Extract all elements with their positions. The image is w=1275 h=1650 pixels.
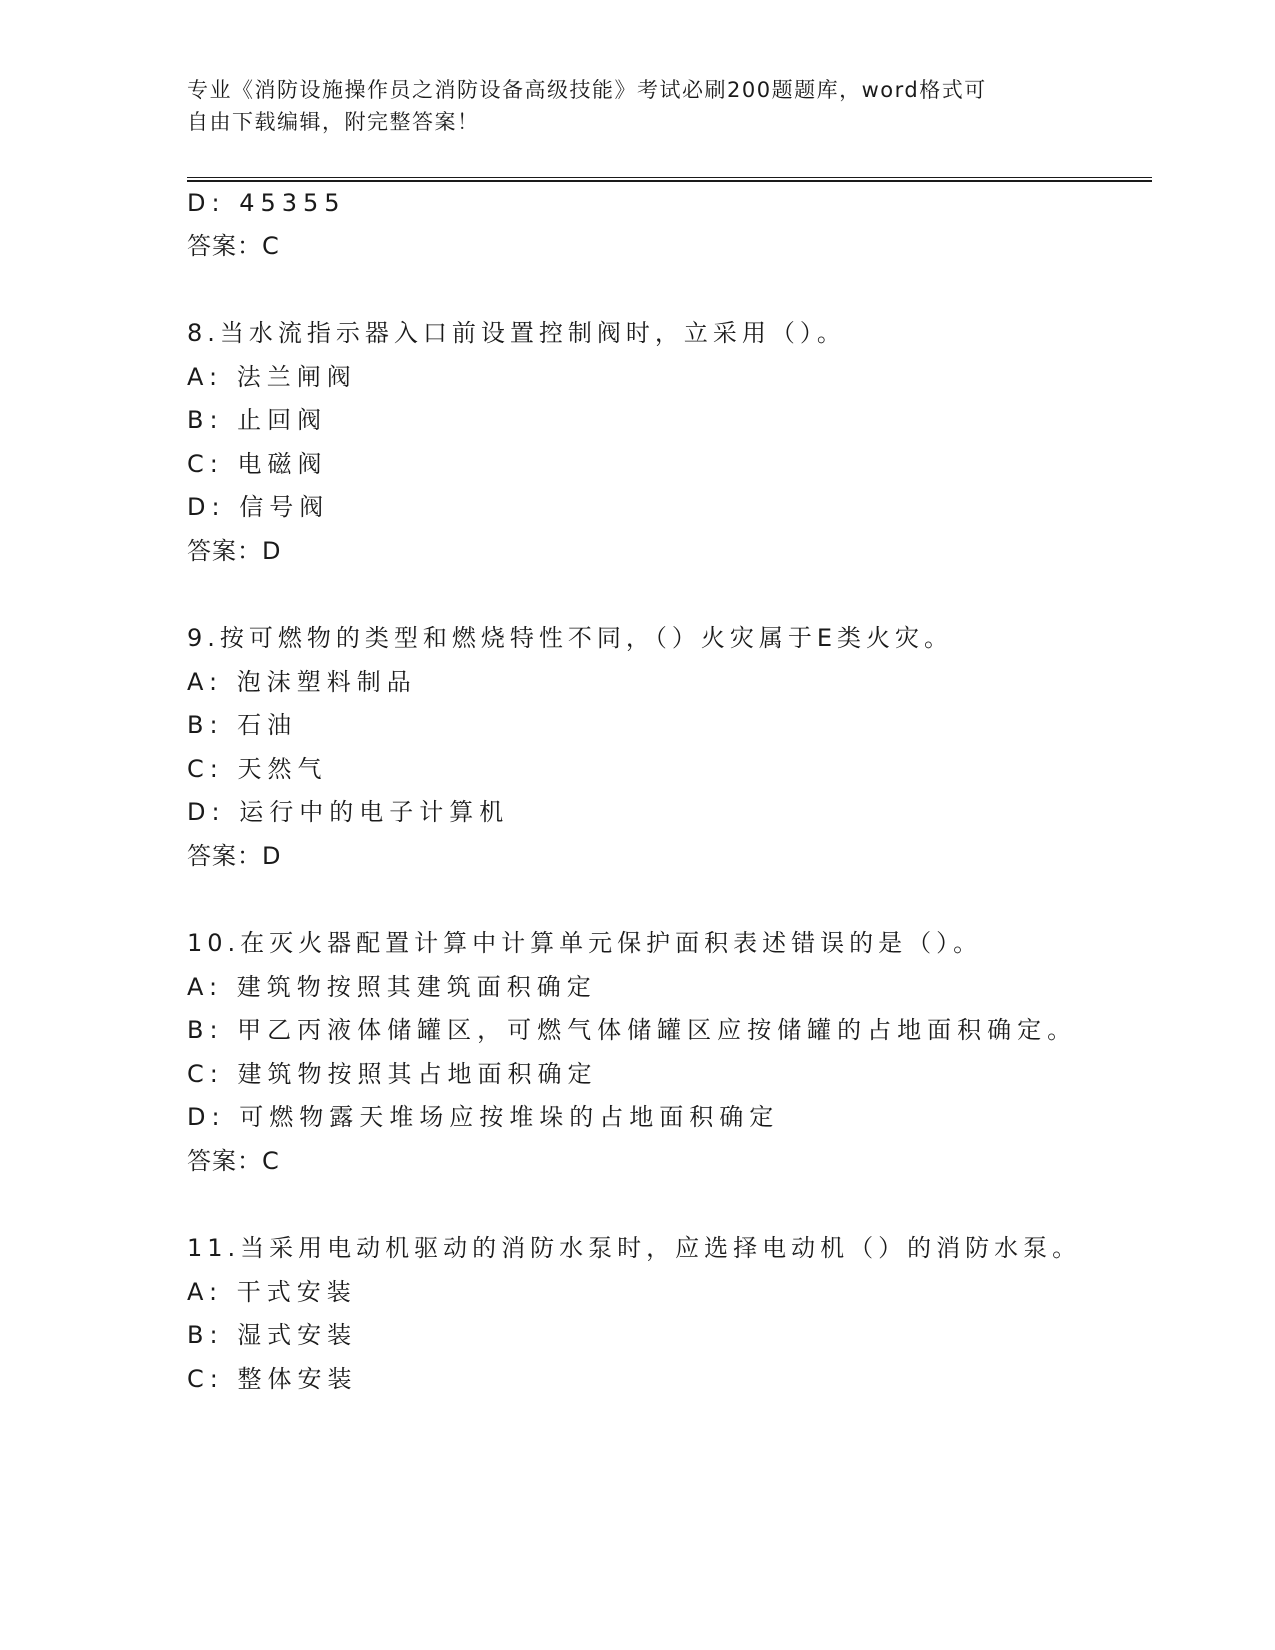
question-11-option-a: A: 干式安装 [187, 1278, 357, 1306]
question-9: 9.按可燃物的类型和燃烧特性不同，（）火灾属于E类火灾。 [187, 624, 954, 652]
question-8-option-d: D: 信号阀 [187, 493, 330, 521]
question-10-option-c: C: 建筑物按照其占地面积确定 [187, 1060, 598, 1088]
question-8-option-c: C: 电磁阀 [187, 450, 328, 478]
question-10-option-a: A: 建筑物按照其建筑面积确定 [187, 973, 597, 1001]
question-8-option-a: A: 法兰闸阀 [187, 363, 357, 391]
question-10-answer: 答案：C [187, 1147, 280, 1175]
question-11-option-c: C: 整体安装 [187, 1365, 358, 1393]
question-11-option-b: B: 湿式安装 [187, 1321, 358, 1349]
header-line-1: 专业《消防设施操作员之消防设备高级技能》考试必刷200题题库，word格式可 [187, 78, 987, 102]
question-8: 8.当水流指示器入口前设置控制阀时，立采用（）。 [187, 319, 846, 347]
document-header [187, 74, 1087, 138]
question-11: 11.当采用电动机驱动的消防水泵时，应选择电动机（）的消防水泵。 [187, 1234, 1082, 1262]
question-9-option-a: A: 泡沫塑料制品 [187, 668, 417, 696]
question-10-option-d: D: 可燃物露天堆场应按堆垛的占地面积确定 [187, 1103, 780, 1131]
header-divider-thin [187, 177, 1152, 178]
question-10-option-b: B: 甲乙丙液体储罐区，可燃气体储罐区应按储罐的占地面积确定。 [187, 1016, 1078, 1044]
option-d: D: 45355 [187, 189, 346, 217]
question-9-answer: 答案：D [187, 842, 282, 870]
header-line-2: 自由下载编辑，附完整答案！ [187, 110, 480, 134]
question-8-answer: 答案：D [187, 537, 282, 565]
question-9-option-c: C: 天然气 [187, 755, 328, 783]
question-8-option-b: B: 止回阀 [187, 406, 328, 434]
question-9-option-b: B: 石油 [187, 711, 298, 739]
question-10: 10.在灭火器配置计算中计算单元保护面积表述错误的是（）。 [187, 929, 983, 957]
answer: 答案：C [187, 232, 280, 260]
header-divider-thick [187, 180, 1152, 182]
question-9-option-d: D: 运行中的电子计算机 [187, 798, 510, 826]
